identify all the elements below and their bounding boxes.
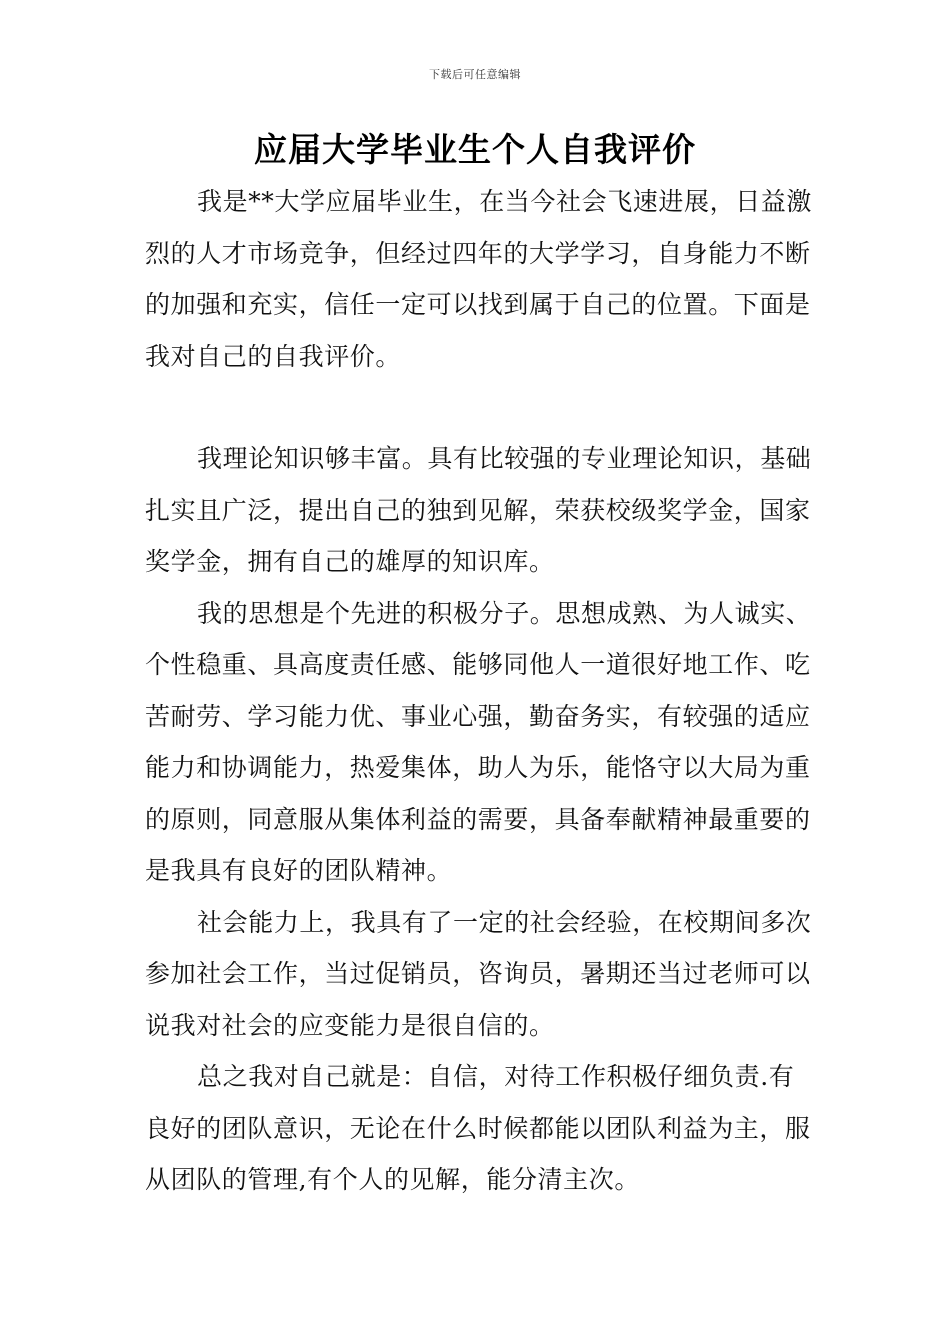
paragraph-gap: [145, 382, 813, 433]
paragraph-summary: 总之我对自己就是：自信，对待工作积极仔细负责.有良好的团队意识，无论在什么时候都能以团队利益为主，服从团队的管理,有个人的见解，能分清主次。: [145, 1062, 811, 1194]
paragraph-thought: 我的思想是个先进的积极分子。思想成熟、为人诚实、个性稳重、具高度责任感、能够同他人一道很好地工作、吃苦耐劳、学习能力优、事业心强，勤奋务实，有较强的适应能力和协调能力，热爱集体，助人为乐，能恪守以大局为重的原则，同意服从集体利益的需要，具备奉献精神最重要的是我具有良好的团队精神。: [145, 598, 812, 885]
document-title: 应届大学毕业生个人自我评价: [254, 130, 696, 169]
header-note: 下载后可任意编辑: [429, 68, 521, 81]
paragraph-intro: 我是**大学应届毕业生，在当今社会飞速进展，日益激烈的人才市场竞争，但经过四年的大学学习，自身能力不断的加强和充实，信任一定可以找到属于自己的位置。下面是我对自己的自我评价。: [145, 187, 813, 371]
document-body: [145, 176, 813, 1206]
paragraph-social: 社会能力上，我具有了一定的社会经验，在校期间多次参加社会工作，当过促销员，咨询员，暑期还当过老师可以说我对社会的应变能力是很自信的。: [145, 907, 812, 1040]
paragraph-knowledge: 我理论知识够丰富。具有比较强的专业理论知识，基础扎实且广泛，提出自己的独到见解，荣获校级奖学金，国家奖学金，拥有自己的雄厚的知识库。: [145, 444, 812, 576]
